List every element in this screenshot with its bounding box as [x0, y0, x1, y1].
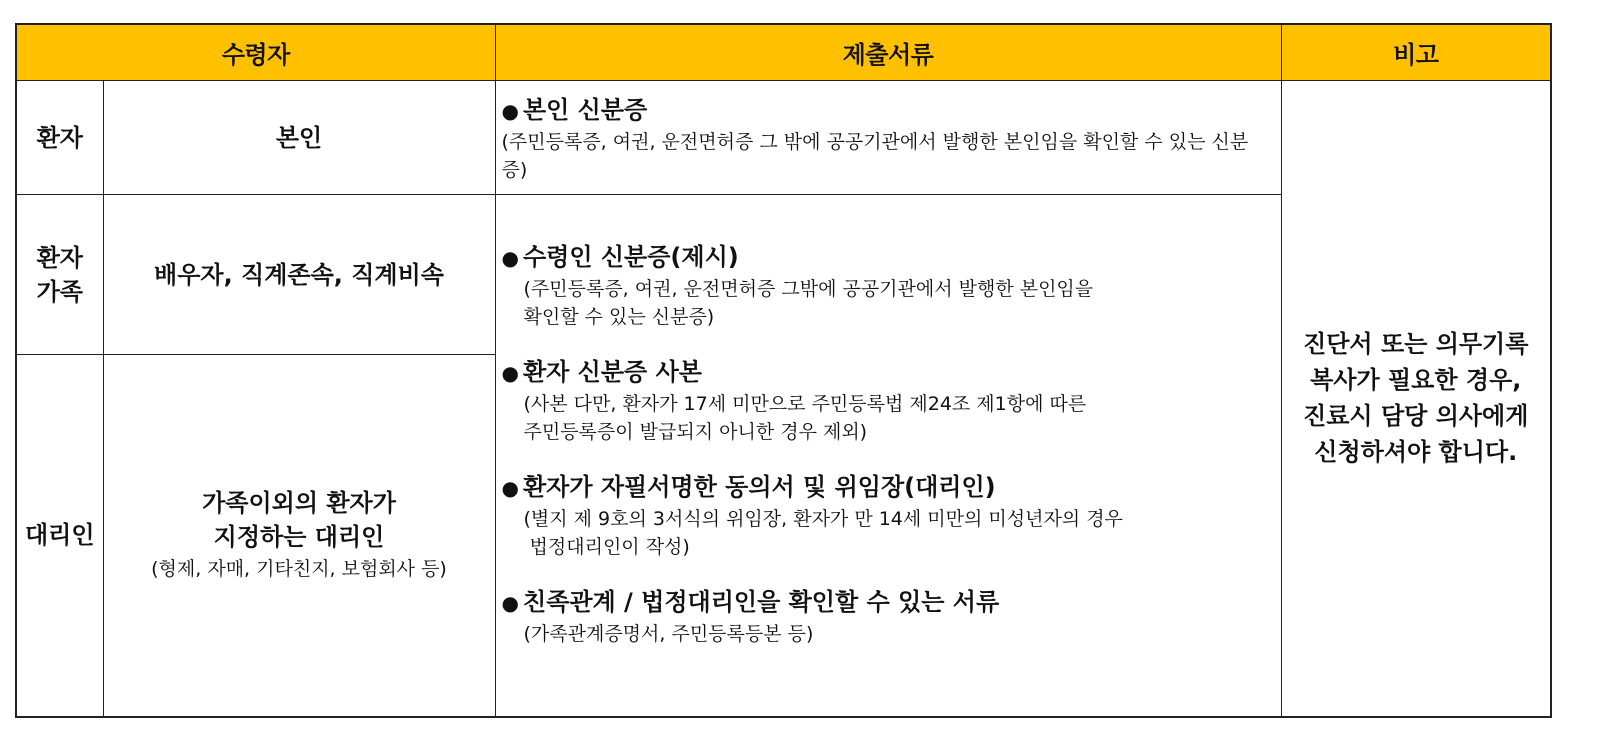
recipient-label: 본인 — [275, 123, 323, 152]
table-row — [16, 81, 1551, 195]
category-patient — [16, 81, 103, 195]
category-label: 가족 — [36, 277, 83, 306]
category-family — [16, 195, 103, 355]
document-note: 주민등록증이 발급되지 아니한 경우 제외) — [523, 421, 868, 443]
document-note: 법정대리인이 작성) — [523, 536, 690, 558]
header-remarks: 비고 — [1281, 24, 1551, 81]
bullet-icon: ● — [501, 476, 519, 500]
document-title: ● 수령인 신분증(제시) — [501, 243, 739, 271]
category-label: 환자 — [36, 243, 83, 272]
document-title: ● 환자 신분증 사본 — [501, 358, 702, 386]
bullet-icon: ● — [501, 591, 519, 615]
recipient-agent — [103, 355, 495, 717]
recipient-family — [103, 195, 495, 355]
document-note: (가족관계증명서, 주민등록등본 등) — [523, 623, 814, 645]
document-note: 확인할 수 있는 신분증) — [523, 306, 715, 328]
remarks-cell — [1281, 81, 1551, 717]
header-recipient: 수령자 — [16, 24, 495, 81]
recipient-sub-label: (형제, 자매, 기타친지, 보험회사 등) — [151, 558, 447, 581]
document-item — [502, 355, 1281, 446]
bullet-icon: ● — [501, 99, 519, 123]
documents-self-cell — [495, 81, 1281, 195]
recipient-label: 지정하는 대리인 — [213, 523, 385, 552]
category-agent — [16, 355, 103, 717]
category-label: 환자 — [36, 123, 83, 152]
document-requirements-table — [15, 23, 1552, 718]
document-note: (사본 다만, 환자가 17세 미만으로 주민등록법 제24조 제1항에 따른 — [523, 393, 1087, 415]
document-item — [502, 585, 1281, 648]
document-item — [502, 240, 1281, 331]
table-header-row — [16, 24, 1551, 81]
document-note: (주민등록증, 여권, 운전면허증 그밖에 공공기관에서 발행한 본인임을 — [523, 278, 1094, 300]
recipient-self — [103, 81, 495, 195]
remark-line: 진료시 담당 의사에게 — [1303, 402, 1529, 431]
remark-line: 복사가 필요한 경우, — [1310, 366, 1522, 395]
remark-line: 진단서 또는 의무기록 — [1303, 330, 1529, 359]
remark-line: 신청하셔야 합니다. — [1314, 438, 1518, 467]
category-label: 대리인 — [24, 521, 95, 550]
document-title: ● 환자가 자필서명한 동의서 및 위임장(대리인) — [501, 473, 996, 501]
recipient-label: 가족이외의 환자가 — [202, 489, 396, 518]
document-note: (별지 제 9호의 3서식의 위임장, 환자가 만 14세 미만의 미성년자의 경우 — [523, 508, 1123, 530]
document-item — [502, 470, 1281, 561]
recipient-label: 배우자, 직계존속, 직계비속 — [154, 260, 444, 289]
document-note: (주민등록증, 여권, 운전면허증 그 밖에 공공기관에서 발행한 본인임을 확인할 수 있는 신분증) — [501, 131, 1249, 181]
bullet-icon: ● — [501, 361, 519, 385]
bullet-icon: ● — [501, 246, 519, 270]
document-title: ● 본인 신분증 — [501, 96, 648, 124]
header-documents: 제출서류 — [495, 24, 1281, 81]
documents-others-cell — [495, 195, 1281, 717]
document-title: ● 친족관계 / 법정대리인을 확인할 수 있는 서류 — [501, 588, 1000, 616]
